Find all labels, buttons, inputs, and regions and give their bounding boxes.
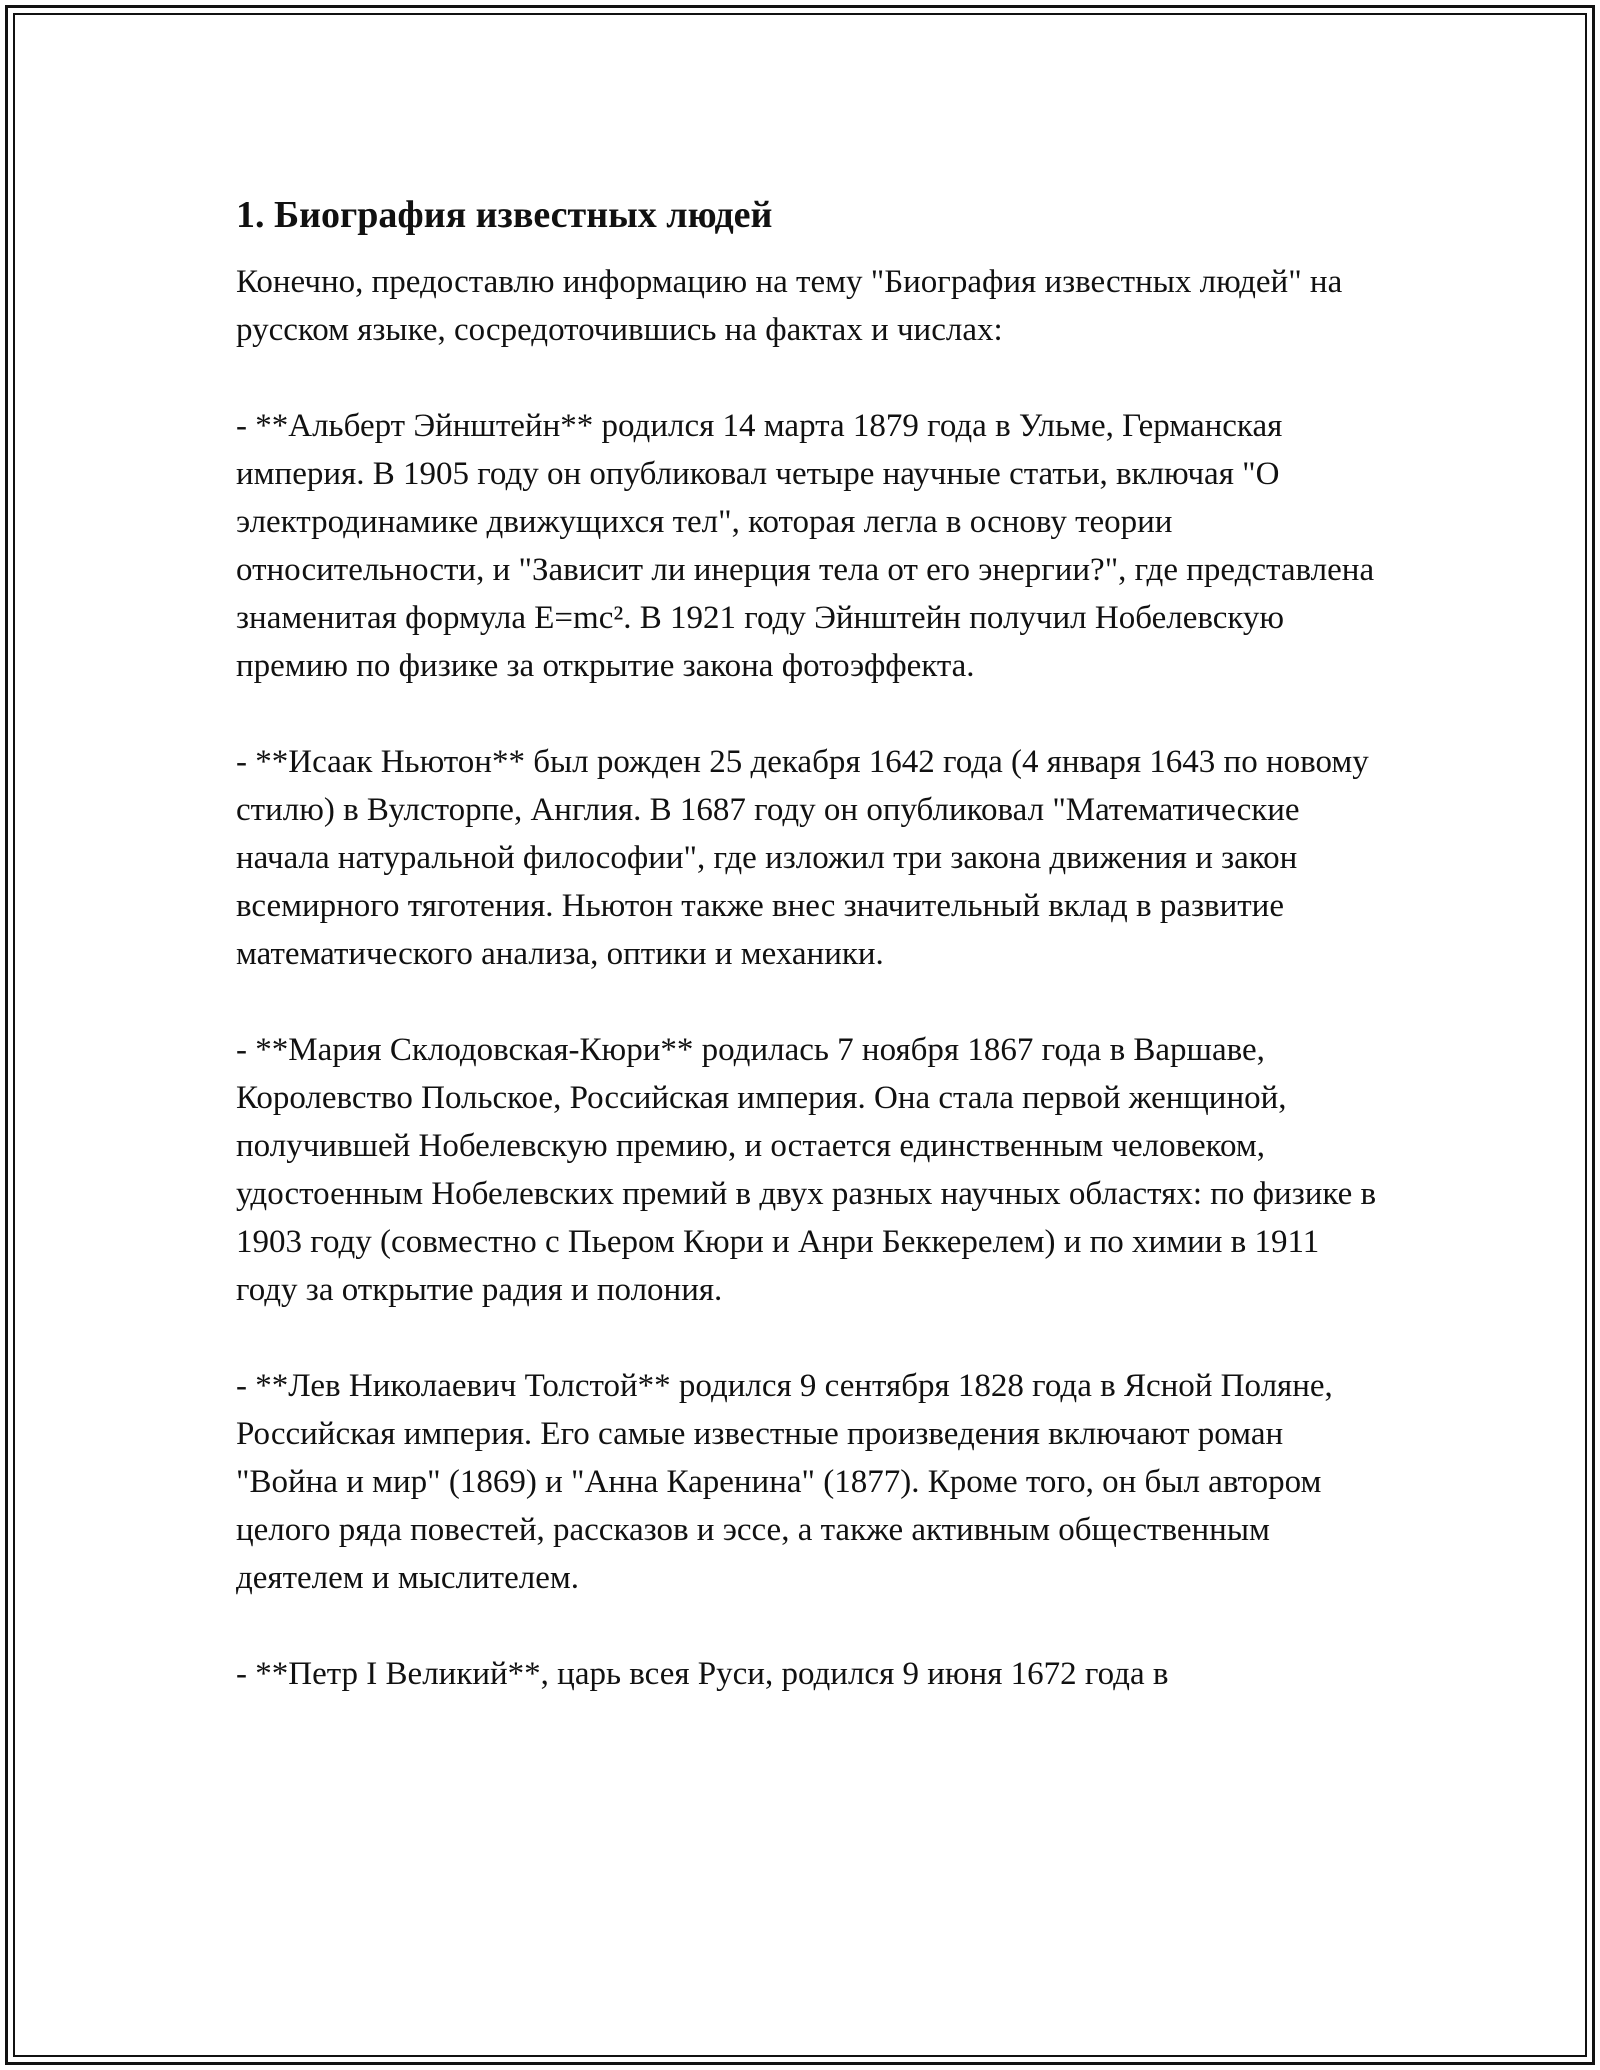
paragraph-newton: - **Исаак Ньютон** был рожден 25 декабря 1642 года (4 января 1643 по новому стилю) в Вулсторпе, Англия. В 1687 году он опубликовал "Математические начала натуральной философии", где изложил три закона движения и закон всемирного тяготения. Ньютон также внес значительный вклад в развитие математического анализа, оптики и механики. (236, 744, 1369, 972)
intro-paragraph: Конечно, предоставлю информацию на тему "Биография известных людей" на русском языке, сосредоточившись на фактах и числах: (236, 264, 1343, 348)
paragraph-peter: - **Петр I Великий**, царь всея Руси, родился 9 июня 1672 года в (236, 1656, 1169, 1692)
document-heading: 1. Биография известных людей (236, 194, 773, 236)
document-page (236, 184, 1386, 1698)
paragraph-curie: - **Мария Склодовская-Кюри** родилась 7 ноября 1867 года в Варшаве, Королевство Польское, Российская империя. Она стала первой женщиной, получившей Нобелевскую премию, и остается единственным человеком, удостоенным Нобелевских премий в двух разных научных областях: по физике в 1903 году (совместно с Пьером Кюри и Анри Беккерелем) и по химии в 1911 году за открытие радия и полония. (236, 1032, 1377, 1308)
paragraph-einstein: - **Альберт Эйнштейн** родился 14 марта 1879 года в Ульме, Германская империя. В 1905 году он опубликовал четыре научные статьи, включая "О электродинамике движущихся тел", которая легла в основу теории относительности, и "Зависит ли инерция тела от его энергии?", где представлена знаменитая формула E=mc². В 1921 году Эйнштейн получил Нобелевскую премию по физике за открытие закона фотоэффекта. (236, 408, 1375, 684)
document-body (236, 258, 1386, 1698)
paragraph-tolstoy: - **Лев Николаевич Толстой** родился 9 сентября 1828 года в Ясной Поляне, Российская империя. Его самые известные произведения включают роман "Война и мир" (1869) и "Анна Каренина" (1877). Кроме того, он был автором целого ряда повестей, рассказов и эссе, а также активным общественным деятелем и мыслителем. (236, 1368, 1333, 1596)
